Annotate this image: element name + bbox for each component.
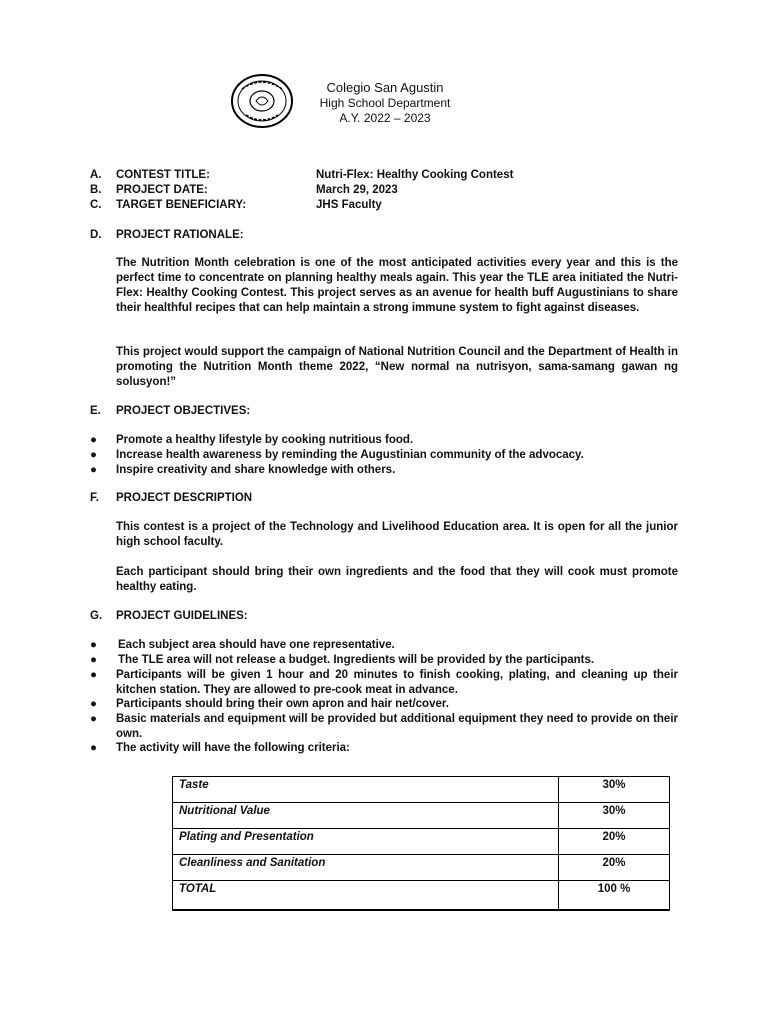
section-letter: D. <box>90 229 102 241</box>
bullet-icon: ● <box>90 639 97 651</box>
criterion-percent: 30% <box>559 803 670 829</box>
school-name: Colegio San Agustin <box>326 80 444 95</box>
table-row <box>173 803 670 829</box>
bullet-icon: ● <box>90 464 97 476</box>
criterion-name: Taste <box>173 777 559 803</box>
criterion-name: Nutritional Value <box>173 803 559 829</box>
table-row <box>173 777 670 803</box>
bullet-icon: ● <box>90 434 97 446</box>
description-paragraph-2: Each participant should bring their own ingredients and the food that they will cook must promote healthy eating. <box>116 566 678 593</box>
list-item-text: Basic materials and equipment will be provided but additional equipment they need to provide on their own. <box>116 713 678 740</box>
list-item-text: The activity will have the following criteria: <box>116 742 350 754</box>
info-letter: B. <box>90 184 102 196</box>
table-row <box>173 855 670 881</box>
section-title: PROJECT DESCRIPTION <box>116 492 253 504</box>
section-letter: F. <box>90 492 99 504</box>
list-item-text: Promote a healthy lifestyle by cooking nutritious food. <box>116 434 414 446</box>
info-value: March 29, 2023 <box>316 184 398 196</box>
description-paragraph-1: This contest is a project of the Technology and Livelihood Education area. It is open for all the junior high school faculty. <box>116 521 678 548</box>
criterion-name: TOTAL <box>173 881 559 911</box>
bullet-icon: ● <box>90 713 97 725</box>
info-value: JHS Faculty <box>316 199 382 211</box>
section-title: PROJECT GUIDELINES: <box>116 610 248 622</box>
section-title: PROJECT OBJECTIVES: <box>116 405 251 417</box>
list-item-text: Increase health awareness by reminding the Augustinian community of the advocacy. <box>116 449 584 461</box>
school-seal-icon <box>230 73 294 129</box>
bullet-icon: ● <box>90 742 97 754</box>
criterion-percent: 20% <box>559 829 670 855</box>
bullet-icon: ● <box>90 698 97 710</box>
list-item-text: The TLE area will not release a budget. Ingredients will be provided by the participants. <box>118 654 595 666</box>
criterion-percent: 20% <box>559 855 670 881</box>
list-item-text: Participants should bring their own apron and hair net/cover. <box>116 698 449 710</box>
bullet-icon: ● <box>90 654 97 666</box>
criteria-table <box>172 776 670 911</box>
table-row <box>173 881 670 911</box>
list-item-text: Each subject area should have one representative. <box>118 639 395 651</box>
document-header <box>300 80 470 126</box>
criterion-percent: 30% <box>559 777 670 803</box>
section-title: PROJECT RATIONALE: <box>116 229 244 241</box>
info-letter: A. <box>90 169 102 181</box>
bullet-icon: ● <box>90 669 97 681</box>
bullet-icon: ● <box>90 449 97 461</box>
section-letter: E. <box>90 405 101 417</box>
academic-year: A.Y. 2022 – 2023 <box>339 111 431 125</box>
criterion-percent: 100 % <box>559 881 670 911</box>
info-key: TARGET BENEFICIARY: <box>116 199 247 211</box>
table-row <box>173 829 670 855</box>
rationale-paragraph-2: This project would support the campaign of National Nutrition Council and the Department of Health in promoting the Nutrition Month theme 2022, “New normal na nutrisyon, sama-samang gawan ng solusyon!” <box>116 346 678 388</box>
list-item-text: Inspire creativity and share knowledge with others. <box>116 464 396 476</box>
rationale-paragraph-1: The Nutrition Month celebration is one of the most anticipated activities every year and this is the perfect time to concentrate on planning healthy meals again. This year the TLE area initiated the Nutri-Flex: Healthy Cooking Contest. This project serves as an avenue for health buff Augustinians to share their healthful recipes that can help maintain a strong immune system to fight against diseases. <box>116 257 678 314</box>
criterion-name: Cleanliness and Sanitation <box>173 855 559 881</box>
list-item-text: Participants will be given 1 hour and 20 minutes to finish cooking, plating, and cleaning up their kitchen station. They are allowed to pre-cook meat in advance. <box>116 669 678 696</box>
criterion-name: Plating and Presentation <box>173 829 559 855</box>
department-name: High School Department <box>319 96 451 110</box>
info-key: CONTEST TITLE: <box>116 169 210 181</box>
section-letter: G. <box>90 610 103 622</box>
info-value: Nutri-Flex: Healthy Cooking Contest <box>316 169 514 181</box>
info-letter: C. <box>90 199 102 211</box>
info-key: PROJECT DATE: <box>116 184 208 196</box>
